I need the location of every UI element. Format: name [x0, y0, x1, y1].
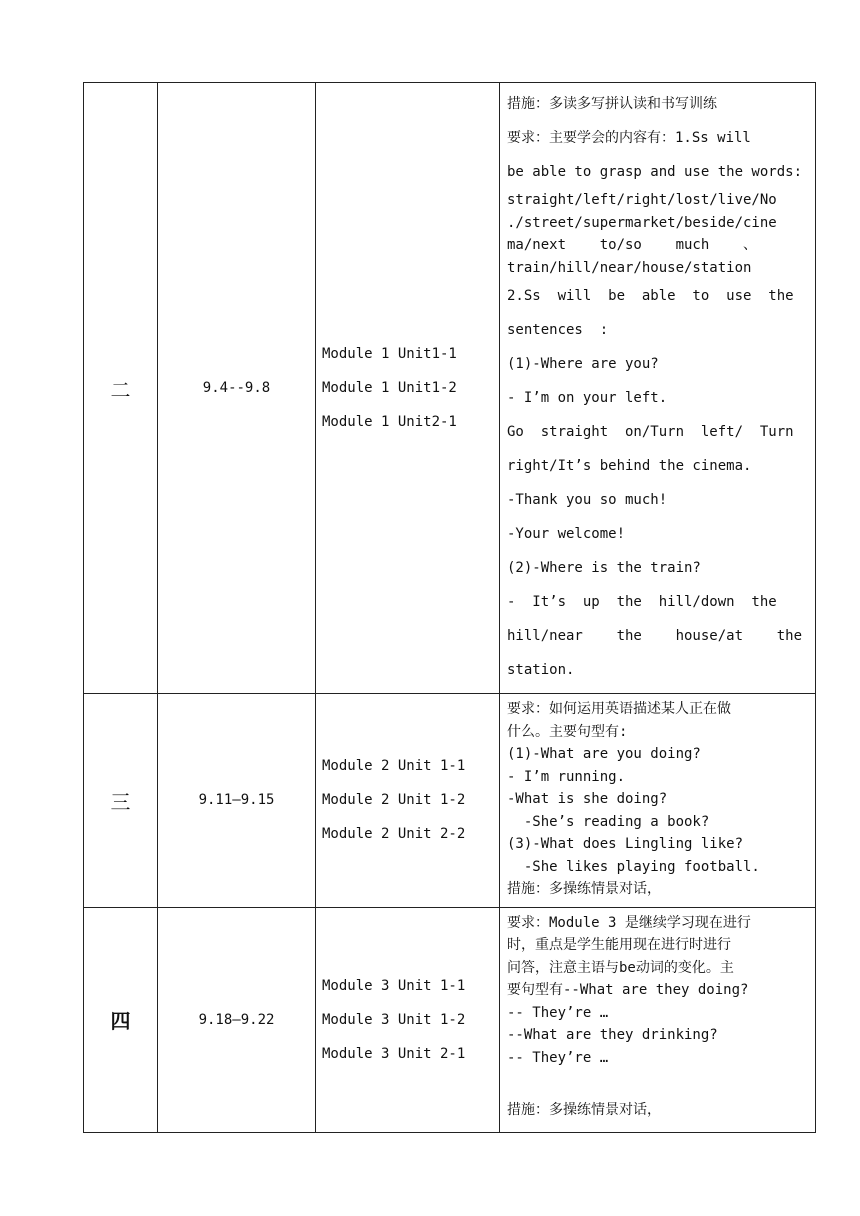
- req-line: -She’s reading a book?: [507, 813, 710, 830]
- req-line: 要求：Module 3 是继续学习现在进行: [507, 914, 751, 931]
- req-line: -- They’re …: [507, 1004, 609, 1021]
- req-line: be able to grasp and use the words:: [507, 164, 803, 180]
- req-line: straight/left/right/lost/live/No: [507, 192, 777, 208]
- req-line: (1)-Where are you?: [507, 356, 659, 372]
- week-cell: 三: [84, 694, 158, 908]
- req-line: Go straight on/Turn left/ Turn: [507, 424, 794, 440]
- content-cell: [316, 694, 500, 908]
- req-line: hill/near the house/at the: [507, 628, 803, 644]
- week-cell: 二: [84, 83, 158, 694]
- req-line: 措施：多读多写拼认读和书写训练: [507, 96, 717, 112]
- req-line: -Thank you so much!: [507, 492, 668, 508]
- req-line: 措施：多操练情景对话，: [507, 1102, 661, 1118]
- content-cell: [316, 907, 500, 1132]
- spacer: [507, 1069, 809, 1099]
- content-line: Module 3 Unit 1-2: [322, 1011, 466, 1028]
- req-line: right/It’s behind the cinema.: [507, 458, 752, 474]
- req-line: (1)-What are you doing?: [507, 746, 701, 762]
- req-line: - I’m running.: [507, 768, 626, 785]
- req-line: station.: [507, 662, 575, 678]
- req-line: ./street/supermarket/beside/cine: [507, 214, 777, 231]
- date-cell: 9.18—9.22: [158, 907, 316, 1132]
- req-line: (2)-Where is the train?: [507, 560, 701, 576]
- date-cell: 9.4--9.8: [158, 83, 316, 694]
- requirements-cell: [500, 694, 816, 908]
- content-line: Module 3 Unit 2-1: [322, 1045, 466, 1062]
- week-cell: 四: [84, 907, 158, 1132]
- req-line: sentences :: [507, 322, 609, 338]
- req-line: 要求：主要学会的内容有：1.Ss will: [507, 130, 751, 146]
- req-line: -Your welcome!: [507, 526, 626, 542]
- content-line: Module 2 Unit 1-1: [322, 758, 466, 775]
- content-line: Module 1 Unit1-2: [322, 380, 457, 396]
- req-line: -What is she doing?: [507, 791, 668, 807]
- req-line: 什么。主要句型有:: [507, 723, 628, 740]
- table-row: [84, 694, 816, 908]
- req-line: 问答，注意主语与be动词的变化。主: [507, 959, 734, 976]
- req-line: -She likes playing football.: [507, 858, 760, 875]
- date-cell: 9.11—9.15: [158, 694, 316, 908]
- req-line: 要句型有--What are they doing?: [507, 982, 749, 998]
- req-line: 时，重点是学生能用现在进行时进行: [507, 937, 731, 953]
- req-line: train/hill/near/house/station: [507, 259, 752, 276]
- requirements-cell: [500, 907, 816, 1132]
- req-line: ma/next to/so much 、: [507, 237, 758, 253]
- content-line: Module 1 Unit1-1: [322, 346, 457, 362]
- content-line: Module 2 Unit 2-2: [322, 826, 466, 843]
- req-line: (3)-What does Lingling like?: [507, 836, 744, 852]
- req-line: 2.Ss will be able to use the: [507, 288, 794, 304]
- req-line: - I’m on your left.: [507, 390, 668, 406]
- req-line: 措施：多操练情景对话，: [507, 881, 661, 897]
- table-row: [84, 907, 816, 1132]
- content-line: Module 2 Unit 1-2: [322, 792, 466, 809]
- req-line: -- They’re …: [507, 1049, 609, 1066]
- table-row: [84, 83, 816, 694]
- requirements-cell: [500, 83, 816, 694]
- req-line: 要求：如何运用英语描述某人正在做: [507, 701, 731, 717]
- content-cell: [316, 83, 500, 694]
- content-line: Module 3 Unit 1-1: [322, 977, 466, 994]
- req-line: - It’s up the hill/down the: [507, 594, 777, 610]
- content-line: Module 1 Unit2-1: [322, 414, 457, 430]
- req-line: --What are they drinking?: [507, 1027, 718, 1043]
- schedule-table: [83, 82, 816, 1133]
